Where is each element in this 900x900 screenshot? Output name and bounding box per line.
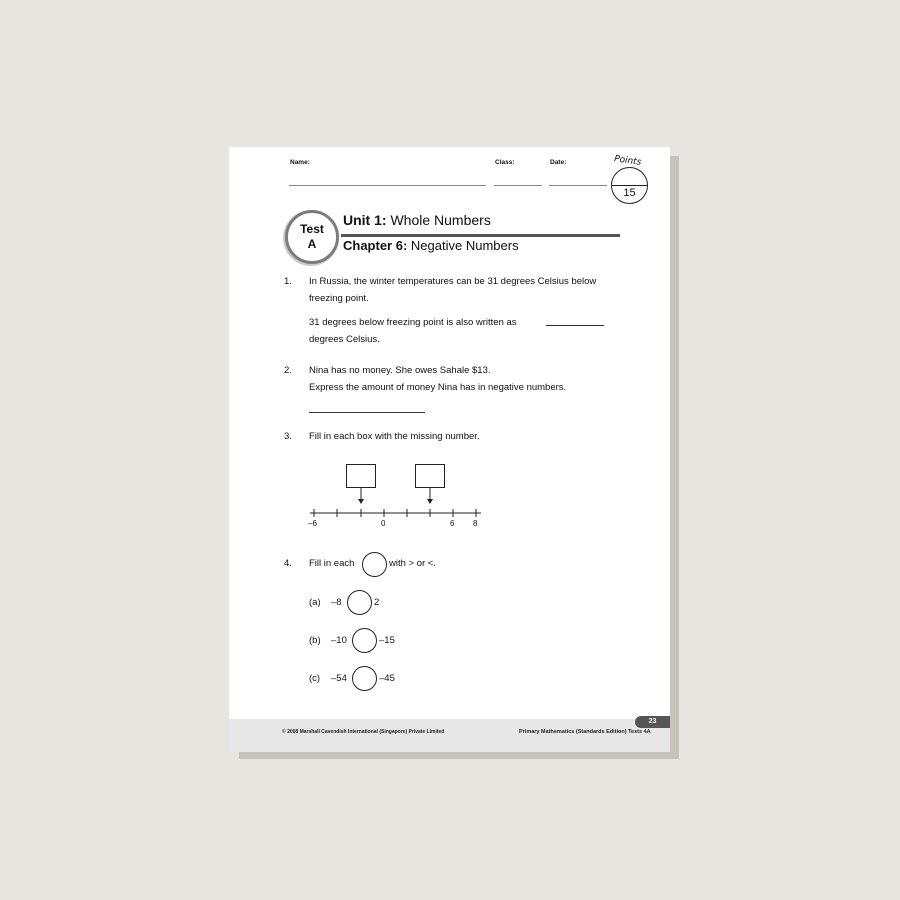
part-c-label: (c) — [309, 673, 321, 684]
example-circle — [362, 552, 387, 577]
part-c-right: –45 — [379, 673, 395, 684]
question-1-answer-blank[interactable] — [546, 325, 604, 326]
points-circle — [611, 167, 648, 204]
unit-name: Whole Numbers — [386, 212, 491, 228]
question-1-line-1: In Russia, the winter temperatures can be 31 degrees Celsius below — [309, 276, 597, 287]
class-field[interactable] — [494, 185, 542, 186]
tick-label-8: 8 — [473, 519, 478, 528]
number-line-answer-box-2[interactable] — [415, 464, 445, 488]
name-label: Name: — [290, 159, 310, 166]
question-2-answer-blank[interactable] — [309, 412, 425, 413]
name-field[interactable] — [289, 185, 486, 186]
question-2-line-1: Nina has no money. She owes Sahale $13. — [309, 365, 491, 376]
question-1-line-4: degrees Celsius. — [309, 334, 380, 345]
question-2-number: 2. — [284, 365, 292, 376]
test-word: Test — [300, 222, 324, 236]
date-field[interactable] — [549, 185, 607, 186]
arrow-2-head — [427, 499, 433, 504]
question-3-line-1: Fill in each box with the missing number. — [309, 431, 480, 442]
part-c-left: –54 — [331, 673, 347, 684]
tick-label-6: 6 — [450, 519, 455, 528]
title-divider — [341, 234, 620, 237]
chapter-title — [343, 238, 519, 253]
arrow-1-head — [358, 499, 364, 504]
number-line-answer-box-1[interactable] — [346, 464, 376, 488]
question-4-text-after: with > or <. — [389, 558, 436, 569]
part-b-label: (b) — [309, 635, 321, 646]
points-divider — [612, 185, 647, 186]
part-a-right: 2 — [374, 597, 380, 608]
part-c-answer-circle[interactable] — [352, 666, 377, 691]
date-label: Date: — [550, 159, 567, 166]
question-2-line-2: Express the amount of money Nina has in negative numbers. — [309, 382, 567, 393]
points-box — [611, 154, 651, 203]
points-label: Points — [613, 154, 642, 168]
part-a-answer-circle[interactable] — [347, 590, 372, 615]
page-number-tab: 23 — [635, 716, 670, 728]
question-1-line-2: freezing point. — [309, 293, 369, 304]
worksheet-page — [229, 147, 670, 752]
question-4-number: 4. — [284, 558, 292, 569]
class-label: Class: — [495, 159, 515, 166]
question-4-text-before: Fill in each — [309, 558, 355, 569]
chapter-number: Chapter 6: — [343, 238, 408, 253]
footer-band — [229, 719, 670, 752]
chapter-name: Negative Numbers — [407, 238, 519, 253]
unit-number: Unit 1: — [343, 212, 387, 228]
copyright-notice: © 2008 Marshall Cavendish International (Singapore) Private Limited — [282, 729, 445, 735]
tick-label-minus-6: –6 — [308, 519, 317, 528]
part-b-answer-circle[interactable] — [352, 628, 377, 653]
tick-label-0: 0 — [381, 519, 386, 528]
part-a-left: –8 — [331, 597, 342, 608]
part-b-right: –15 — [379, 635, 395, 646]
part-b-left: –10 — [331, 635, 347, 646]
question-1-line-3: 31 degrees below freezing point is also written as — [309, 317, 517, 328]
question-1-number: 1. — [284, 276, 292, 287]
unit-title — [343, 212, 491, 228]
book-title: Primary Mathematics (Standards Edition) Tests 4A — [519, 729, 651, 735]
points-value: 15 — [623, 187, 636, 199]
question-3-number: 3. — [284, 431, 292, 442]
test-badge — [285, 210, 339, 264]
test-letter: A — [307, 237, 317, 251]
number-line — [307, 487, 487, 523]
part-a-label: (a) — [309, 597, 321, 608]
